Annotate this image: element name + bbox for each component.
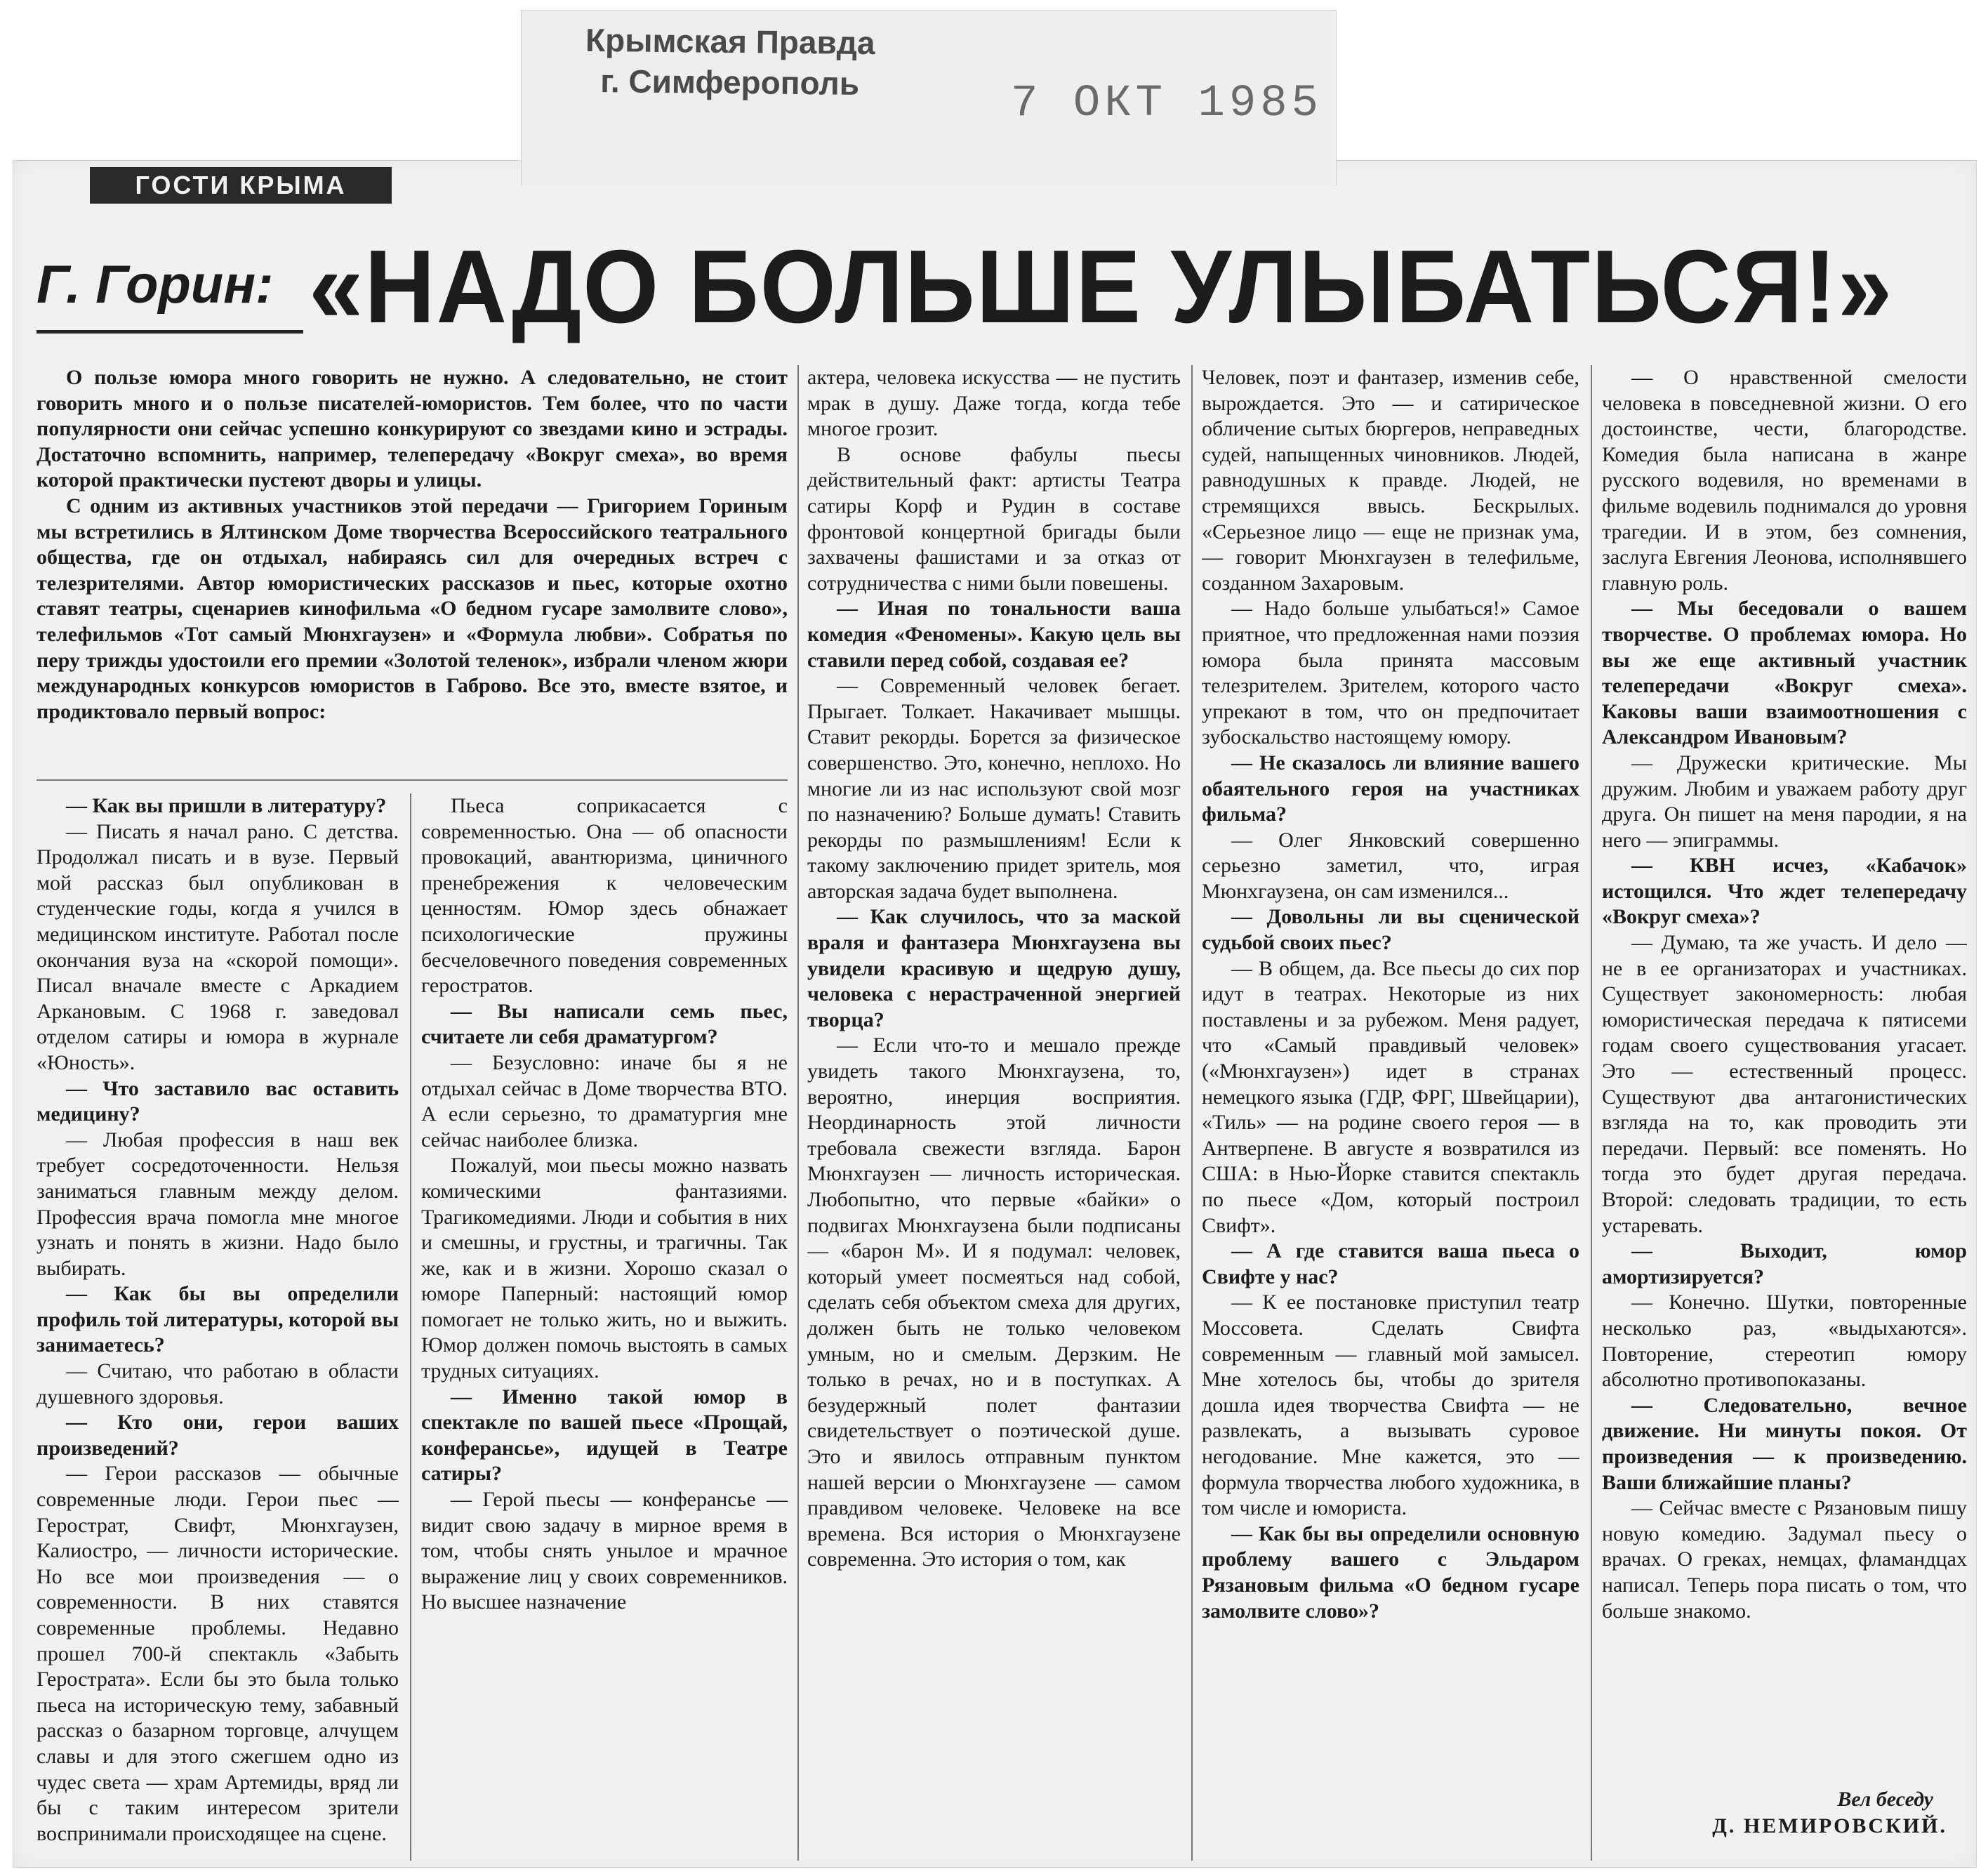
rubric-label: ГОСТИ КРЫМА: [90, 167, 392, 204]
interview-question: — Довольны ли вы сценической судьбой своих пьес?: [1202, 905, 1579, 955]
interview-answer: — Писать я начал рано. С детства. Продолжал писать и в вузе. Первый мой рассказ был опубликован в студенческие годы, когда я учился в медицинском институте. Работал после окончания вуза на «скорой помощи». Писал вначале вместе с Аркадием Аркановым. С 1968 г. заведовал отделом сатиры и юмора в журнале «Юность».: [37, 819, 399, 1074]
signoff: [1712, 1786, 1947, 1840]
interview-answer: — О нравственной смелости человека в повседневной жизни. О его достоинстве, чести, благородстве. Комедия была написана в жанре русского водевиля, но временами в фильме водевиль поднимался до уровня трагедии. И в этом, без сомнения, заслуга Евгения Леонова, исполнявшего главную роль.: [1602, 366, 1967, 595]
author-name: Г. Горин:: [37, 255, 274, 315]
interview-answer: Пожалуй, мои пьесы можно назвать комическими фантазиями. Трагикомедиями. Люди и события в них и смешны, и грустны, и трагичны. Так же, как и в жизни. Хорошо сказал о юморе Паперный: настоящий юмор помогает не только жить, но и выжить. Юмор должен помочь выстоять в самых трудных ситуациях.: [421, 1154, 788, 1383]
column-rule: [410, 793, 411, 1861]
interview-answer: — Герои рассказов — обычные современные люди. Герои пьес — Герострат, Свифт, Мюнхгаузен, Калиостро, — личности исторические. Но все мои произведения — о современности. В них ставятся современные проблемы. Недавно прошел 700-й спектакль «Забыть Герострата». Если бы это была только пьеса на историческую тему, забавный рассказ о базарном торговце, алчущем славы и для этого сжегшем одно из чудес света — храм Артемиды, вряд ли бы с таким интересом зрители воспринимали происходящее на сцене.: [37, 1462, 399, 1845]
interview-answer: Человек, поэт и фантазер, изменив себе, вырождается. Это — и сатирическое обличение сытых бюргеров, неправедных судей, напыщенных чиновников. Людей, равнодушных к правде. Людей, не стремящихся ввысь. Бескрылых. «Серьезное лицо — еще не признак ума, — говорит Мюнхгаузен в телефильме, созданном Захаровым.: [1202, 366, 1579, 595]
interview-answer: актера, человека искусства — не пустить мрак в душу. Даже тогда, когда тебе многое грозит.: [807, 366, 1181, 441]
interview-answer: — Конечно. Шутки, повторенные несколько раз, «выдыхаются». Повторение, стереотип юмору абсолютно противопоказаны.: [1602, 1291, 1967, 1392]
article-column-3: [807, 365, 1181, 1861]
intro-paragraph: С одним из активных участников этой передачи — Григорием Гориным мы встретились в Ялтинском Доме творчества Всероссийского театрального общества, где он отдыхал, набираясь сил для очередных встреч с телезрителями. Автор юмористических рассказов и пьес, которые охотно ставят театры, сценариев кинофильма «О бедном гусаре замолвите слово», телефильмов «Тот самый Мюнхгаузен» и «Формула любви». Собратья по перу трижды удостоили его премии «Золотой теленок», избрали членом жюри международных конкурсов юмористов в Габрово. Все это, вместе взятое, и продиктовало первый вопрос:: [37, 494, 788, 723]
interview-question: — Как бы вы определили профиль той литературы, которой вы занимаетесь?: [37, 1282, 399, 1357]
stamp-city: г. Симферополь: [600, 62, 860, 102]
interview-answer: — Безусловно: иначе бы я не отдыхал сейчас в Доме творчества ВТО. А если серьезно, то драматургия мне сейчас наиболее близка.: [421, 1050, 788, 1152]
interview-answer: — Сейчас вместе с Рязановым пишу новую комедию. Задумал пьесу о врачах. О греках, немцах, фламандцах написал. Теперь пора писать о том, что больше знакомо.: [1602, 1496, 1967, 1623]
author-underline: [37, 330, 303, 334]
interview-question: — Как случилось, что за маской враля и фантазера Мюнхгаузена вы увидели красивую и щедрую душу, человека с нерастраченной энергией творца?: [807, 905, 1181, 1031]
interview-question: — Не сказалось ли влияние вашего обаятельного героя на участниках фильма?: [1202, 751, 1579, 826]
article-column-1: [37, 793, 399, 1861]
article-column-4: [1202, 365, 1579, 1861]
interview-answer: — Дружески критические. Мы дружим. Любим и уважаем работу друг друга. Он пишет на меня пародии, я на него — эпиграммы.: [1602, 751, 1967, 852]
article-column-2: [421, 793, 788, 1861]
interview-answer: — Если что-то и мешало прежде увидеть такого Мюнхгаузена, то, вероятно, инерция восприятия. Неординарность этой личности требовала свежести взгляда. Барон Мюнхгаузен — личность историческая. Любопытно, что первые «байки» о подвигах Мюнхгаузена были подписаны — «барон М». И я подумал: человек, который умеет посмеяться над собой, сделать себя объектом смеха для других, должен быть не только человеком умным, но и смелым. Дерзким. Не только в речах, но и в поступках. А безудержный полет фантазии свидетельствует о поэтической душе. Это и явилось отправным пунктом нашей версии о Мюнхгаузене — самом правдивом человеке. Человеке на все времена. Вся история о Мюнхгаузене современна. Это история о том, как: [807, 1034, 1181, 1571]
interview-answer: — Современный человек бегает. Прыгает. Толкает. Накачивает мышцы. Ставит рекорды. Борется за физическое совершенство. Это, конечно, неплохо. Но многие ли из нас используют свой мозг по назначению? Больше думать! Ставить рекорды по размышлениям! Если к такому заключению придет зритель, моя авторская задача будет выполнена.: [807, 674, 1181, 903]
interview-question: — А где ставится ваша пьеса о Свифте у нас?: [1202, 1239, 1579, 1288]
interview-question: — Что заставило вас оставить медицину?: [37, 1076, 399, 1126]
interview-answer: В основе фабулы пьесы действительный факт: артисты Театра сатиры Корф и Рудин в составе фронтовой концертной бригады были захвачены фашистами и за отказ от сотрудничества с ними были повешены.: [807, 442, 1181, 595]
signoff-author: Д. НЕМИРОВСКИЙ.: [1712, 1814, 1947, 1837]
signoff-label: Вел беседу: [1837, 1788, 1933, 1811]
article-intro: [37, 365, 788, 772]
intro-separator: [37, 779, 788, 781]
interview-answer: — Считаю, что работаю в области душевного здоровья.: [37, 1359, 399, 1408]
interview-answer: — Олег Янковский совершенно серьезно заметил, что, играя Мюнхгаузена, он сам изменился...: [1202, 828, 1579, 903]
interview-answer: — В общем, да. Все пьесы до сих пор идут в театрах. Некоторые из них поставлены и за рубежом. Меня радует, что «Самый правдивый человек» («Мюнхгаузен») идет в странах немецкого языка (ГДР, ФРГ, Швейцарии), «Тиль» — на родине своего героя — в Антверпене. В августе я возвратился из США: в Нью-Йорке ставится спектакль по пьесе «Дом, который построил Свифт».: [1202, 956, 1579, 1237]
interview-answer: — Герой пьесы — конферансье — видит свою задачу в мирное время в том, чтобы снять унылое и мрачное выражение лиц у своих современников. Но высшее назначение: [421, 1488, 788, 1614]
interview-answer: — Думаю, та же участь. И дело — не в ее организаторах и участниках. Существует закономерность: любая юмористическая передача к пятисеми годам своего существования угасает. Это — естественный процесс. Существуют два антагонистических взгляда на то, как проводить эти передачи. Первый: все поменять. Но тогда это будет другая передача. Второй: следовать традиции, то есть устаревать.: [1602, 931, 1967, 1237]
intro-paragraph: О пользе юмора много говорить не нужно. А следовательно, не стоит говорить много и о пользе писателей-юмористов. Тем более, что по части популярности они сейчас успешно конкурируют со звездами кино и эстрады. Достаточно вспомнить, например, телепередачу «Вокруг смеха», во время которой практически пустеют дворы и улицы.: [37, 366, 788, 492]
interview-answer: Пьеса соприкасается с современностью. Она — об опасности провокаций, авантюризма, циничного пренебрежения к человеческим ценностям. Юмор здесь обнажает психологические пружины бесчеловечного поведения современных геростратов.: [421, 794, 788, 998]
interview-answer: — К ее постановке приступил театр Моссовета. Сделать Свифта современным — главный мой замысел. Мне хотелось бы, чтобы до зрителя дошла идея творчества Свифта — не развлекать, а вызывать суровое негодование. Мне кажется, это — формула творчества любого художника, в том числе и юмориста.: [1202, 1291, 1579, 1520]
column-rule: [1591, 365, 1592, 1861]
date-stamp: 7 ОКТ 1985: [1011, 79, 1323, 129]
interview-answer: — Надо больше улыбаться!» Самое приятное, что предложенная нами поэзия юмора была принята массовым телезрителем. Зрителем, которого часто упрекают в том, что он предпочитает зубоскальство настоящему юмору.: [1202, 597, 1579, 749]
headline: «НАДО БОЛЬШЕ УЛЫБАТЬСЯ!»: [309, 229, 1894, 345]
stamp-newspaper-name: Крымская Правда: [585, 21, 875, 62]
interview-question: — Кто они, герои ваших произведений?: [37, 1411, 399, 1460]
interview-question: — Выходит, юмор амортизируется?: [1602, 1239, 1967, 1288]
newspaper-stamp: [554, 19, 906, 104]
interview-question: — Как бы вы определили основную проблему вашего с Эльдаром Рязановым фильма «О бедном гусаре замолвите слово»?: [1202, 1522, 1579, 1623]
column-rule: [1191, 365, 1193, 1861]
article-column-5: [1602, 365, 1967, 1769]
interview-question: — Мы беседовали о вашем творчестве. О проблемах юмора. Но вы же еще активный участник телепередачи «Вокруг смеха». Каковы ваши взаимоотношения с Александром Ивановым?: [1602, 597, 1967, 749]
interview-question: — Как вы пришли в литературу?: [66, 794, 387, 817]
interview-question: — Вы написали семь пьес, считаете ли себя драматургом?: [421, 999, 788, 1049]
interview-question: — Иная по тональности ваша комедия «Феномены». Какую цель вы ставили перед собой, создавая ее?: [807, 597, 1181, 672]
interview-question: — Следовательно, вечное движение. Ни минуты покоя. От произведения — к произведению. Ваши ближайшие планы?: [1602, 1393, 1967, 1494]
interview-question: — КВН исчез, «Кабачок» истощился. Что ждет телепередачу «Вокруг смеха»?: [1602, 854, 1967, 929]
column-rule: [797, 365, 799, 1861]
interview-answer: — Любая профессия в наш век требует сосредоточенности. Нельзя заниматься главным между делом. Профессия врача помогла мне многое узнать и понять в жизни. Надо было выбирать.: [37, 1128, 399, 1280]
interview-question: — Именно такой юмор в спектакле по вашей пьесе «Прощай, конферансье», идущей в Театре сатиры?: [421, 1385, 788, 1486]
